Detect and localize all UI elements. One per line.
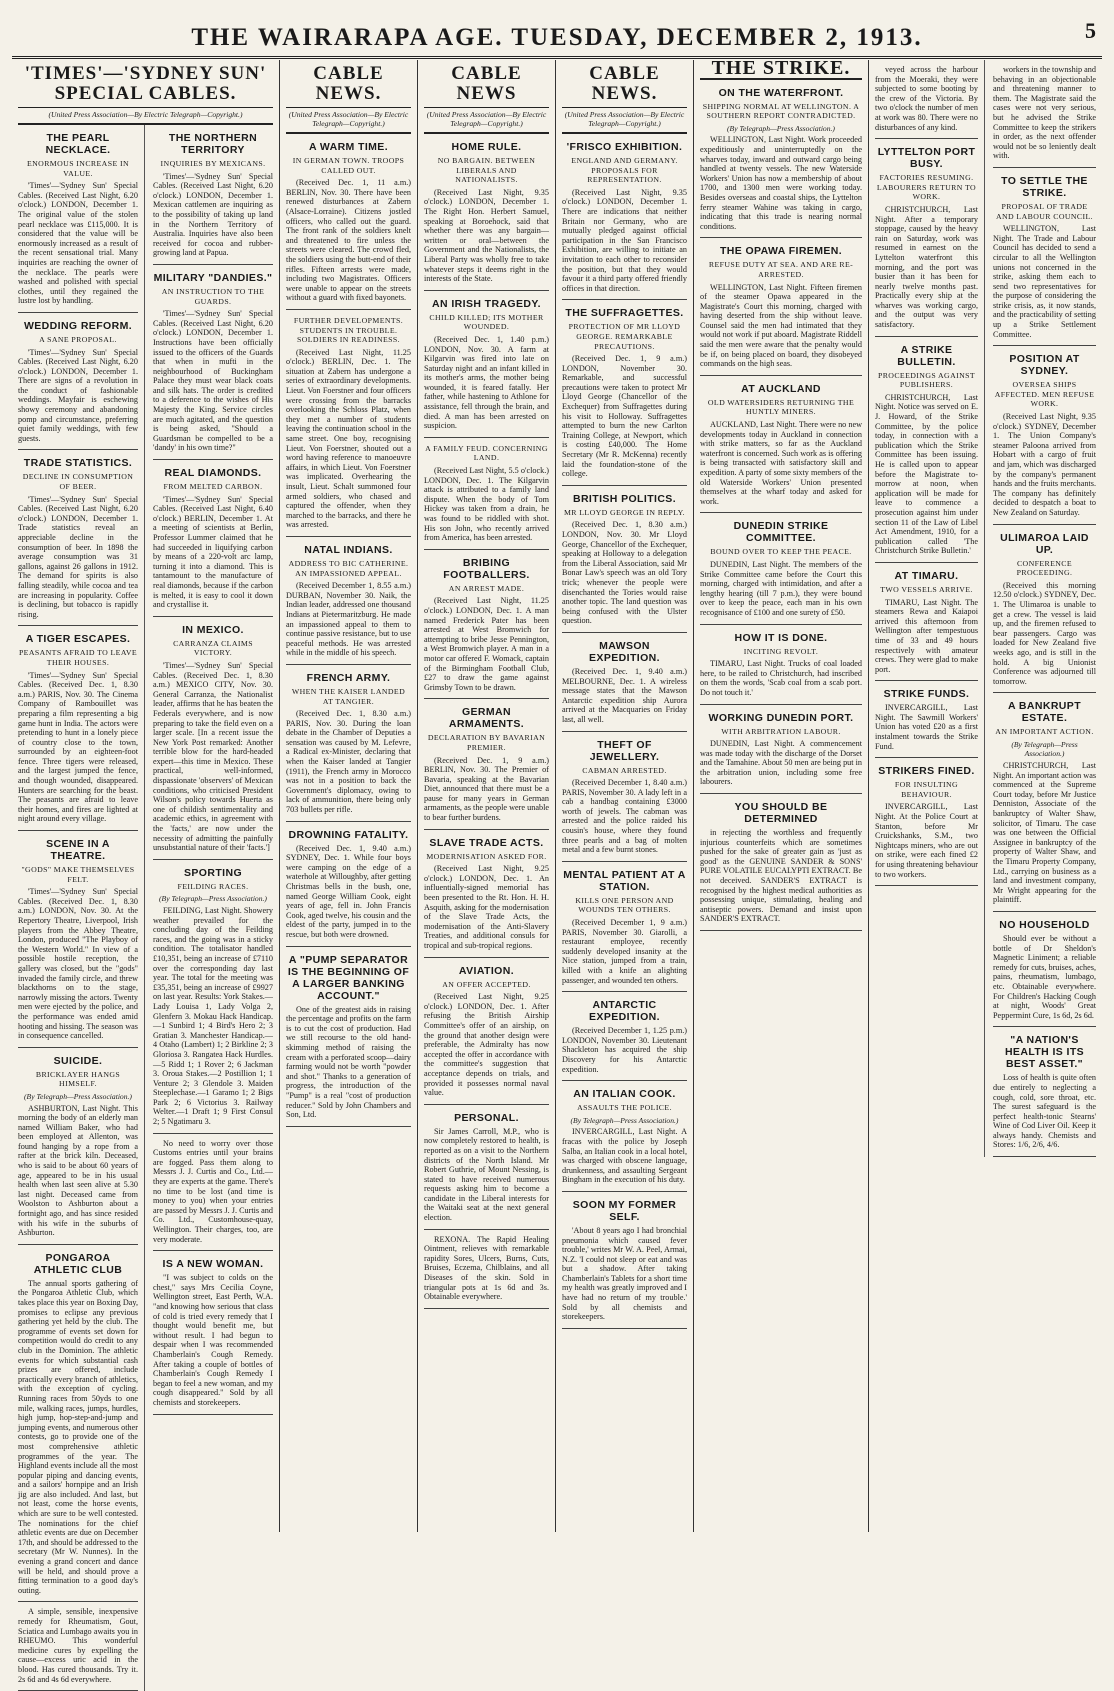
article-title: TO SETTLE THE STRIKE. (1001, 174, 1088, 199)
article (286, 665, 411, 822)
article-subtitle: KILLS ONE PERSON AND WOUNDS TEN OTHERS. (575, 895, 674, 915)
article-body: No need to worry over those Customs entries until your brains are fogged. Pass them along to Messrs J. J. Curtis and Co., Ltd.—they are experts at the game. There's no time to be lost (and time is money to you) when your entries are passed by Messrs J. J. Curtis and Co. Ltd., Customhouse-quay, Wellington. Their charges, too, are very moderate. (153, 1138, 273, 1244)
columns (12, 57, 1102, 1684)
article-body: FEILDING, Last Night. Showery weather prevailed for the concluding day of the Feilding races, and the going was in a sticky condition. The totalisator handled £10,351, being an increase of £7110 over the corresponding day last year. The total for the meeting was £35,351, being an increase of £9927 on last year. Results: York Stakes.—Lady Louisa 1, Lady Volga 2, Glenfern 3. Mokau Hack Handicap.—1 Sunbird 1; 4 Bird's Hero 2; 3 Gratian 3. Manchester Handicap.—4 Otaho (Lambert) 1; 2 Birkline 2; 3 Gloriosa 3. Rangatea Hack Hurdles.—5 Ridd 1; 1 Rover 2; 6 Jackman 3. Oroua Stakes.—2 Postillion 1; 1 Venture 2; 3 Glendole 3. Maiden Steeplechase.—1 Garamo 1; 2 Bigs Park 2; 6 Victorius 3. Railway Welter.—1 Draft 1; 9 First Consul 2; 5 Ngatimaru 3. (153, 906, 273, 1127)
article (562, 633, 687, 732)
column-3 (418, 60, 556, 1532)
article (424, 134, 549, 291)
article-title: THE PEARL NECKLACE. (45, 132, 111, 156)
article-body: Sir James Carroll, M.P., who is now completely restored to health, is reported as on a visit to the Northern districts of the North Island. Mr Robert Guthrie, of Mount Nessing, is stated to have received numerous requests asking him to become a candidate in the Liberal interests for the Waitaki seat at the next general election. (424, 1126, 549, 1223)
article-subtitle: INCITING REVOLT. (743, 646, 819, 656)
article-title: REAL DIAMONDS. (164, 467, 262, 480)
article-subtitle: MR LLOYD GEORGE IN REPLY. (563, 507, 686, 517)
article-subtitle: OLD WATERSIDERS RETURNING THE HUNTLY MINERS. (707, 397, 855, 417)
article-title: MENTAL PATIENT AT A STATION. (563, 868, 686, 893)
article (18, 1245, 138, 1603)
article-body: CHRISTCHURCH, Last Night. Notice was served on E. J. Howard, of the Strike Committee, by the police today, in connection with a publication which the Strike Committee has been issuing. He is called upon to appear before the Magistrate to-morrow at noon, when application will be made for leave to commence a prosecution against him under section 11 of the Law of Libel Act Amendment, 1910, for a publication called 'The Christchurch Strike Bulletin.' (875, 392, 978, 556)
article-body: DUNEDIN, Last Night. A commencement was made today with the discharge of the Dorset and the Tamahine. About 50 men are being put in the arbitration union, including some free labourers. (700, 739, 862, 787)
article-body: (Received Last Night, 9.35 o'clock.) SYDNEY, December 1. The Union Company's steamer Paloona arrived from Hobart with a cargo of fruit and jam, which was discharged by the company's permanent hands and the fruits merchants. The company has definitely decided to despatch a boat to New Zealand on Saturday. (993, 412, 1096, 517)
article-subtitle: MODERNISATION ASKED FOR. (426, 851, 547, 861)
article-title: THE SUFFRAGETTES. (565, 307, 684, 320)
article (562, 300, 687, 486)
article-subtitle: NO BARGAIN. BETWEEN LIBERALS AND NATIONALISTS. (437, 156, 536, 185)
article-subtitle: A FAMILY FEUD. CONCERNING LAND. (425, 443, 548, 463)
article (424, 291, 549, 438)
article-title: HOW IT IS DONE. (734, 631, 828, 644)
article (286, 822, 411, 947)
article (286, 537, 411, 665)
article (875, 563, 978, 681)
article-subtitle: ENORMOUS INCREASE IN VALUE. (26, 159, 129, 178)
article-body: (Received Last Night, 9.25 o'clock.) LONDON, Dec. 1. After refusing the British Airship Committee's offer of an airship, on the ground that another design were preferable, the Admiralty has now accepted the offer in accordance with the committee's suggestion that acceptance depends on trials, and provided it possesses normal naval value. (424, 992, 549, 1098)
article-subtitle: PROPOSAL OF TRADE AND LABOUR COUNCIL. (995, 201, 1094, 221)
article-subtitle: "GODS" MAKE THEMSELVES FELT. (21, 865, 135, 884)
article-subtitle: WHEN THE KAISER LANDED AT TANGIER. (291, 686, 406, 706)
article (562, 1192, 687, 1329)
article (562, 862, 687, 992)
article-title: ON THE WATERFRONT. (718, 86, 844, 99)
article-title: AN ITALIAN COOK. (573, 1088, 676, 1101)
article-title: WEDDING REFORM. (23, 319, 133, 332)
article-body: (Received Dec. 1, 9 a.m.) BERLIN, Nov. 30. The Premier of Bavaria, speaking at the Bavarian Diet, announced that there must be a pause for many years in German armaments, as the people were unable to bear further burdens. (424, 755, 549, 823)
article (700, 80, 862, 239)
article-title: THE NORTHERN TERRITORY (168, 132, 258, 156)
article-body: REXONA. The Rapid Healing Ointment, relieves with remarkable rapidity Sores, Ulcers, Burns, Cuts, Bruises, Eczema, Chilblains, and all Diseases of the skin. Sold in triangular pots at 1s 6d and 3s. Obtainable everywhere. (424, 1234, 549, 1302)
article (424, 550, 549, 700)
article (993, 525, 1096, 694)
article-title: NATAL INDIANS. (304, 543, 393, 556)
article (18, 450, 138, 626)
article-title: YOU SHOULD BE DETERMINED (734, 801, 828, 826)
article-body: The annual sports gathering of the Pongaroa Athletic Club, which takes place this year on Boxing Day, promises to eclipse any previous gathering yet held by the club. The programme of events set down for competition would do credit to any club in the Dominion. The athletic events for which substantial cash prizes are offered, include practically every branch of athletics, with the exception of cycling. Running races from 50yds to one mile, walking races, jumps, hurdles, high jump, hop-step-and-jump and jumping events, and numerous other contests, go to provide one of the most comprehensive athletic programmes of the year. The Highland events include all the most popular piping and dancing events, and a sailors' hornpipe and an Irish jig are also included. And last, but not least, come the horse events, which are sure to be well contested. The nominations for the chief athletic events are due on December 17th, and should be addressed to the secretary (Mr W. Nunnes). In the evening a grand concert and dance will be held, and should prove a fitting termination to a good day's outing. (18, 1278, 138, 1595)
article (562, 134, 687, 300)
article (562, 1081, 687, 1192)
column-6 (869, 60, 1102, 1532)
article (424, 958, 549, 1105)
article-body: 'Times'—'Sydney Sun' Special Cables. (Received Dec. 1, 8.30 a.m.) LONDON, Nov. 30. At the Repertory Theatre, Liverpool, Irish players from the Abbey Theatre, London, produced "The Playboy of the Western World." In view of a possible hostile reception, the gallery was closed, but the "gods" invaded the family circle, and threw blackthorns on to the stage, narrowly missing the actors. Twenty men were ejected by the police, and the performance was ended amid hooting and hissing. The season was in consequence cancelled. (18, 887, 138, 1041)
article-title: BRIBING FOOTBALLERS. (443, 556, 530, 581)
article-title: AN IRISH TRAGEDY. (432, 297, 541, 310)
article-title: ANTARCTIC EXPEDITION. (589, 999, 660, 1024)
article-title: SCENE IN A THEATRE. (46, 838, 110, 863)
article (153, 617, 273, 860)
article (875, 758, 978, 886)
article (424, 1230, 549, 1309)
article-subtitle: DECLINE IN CONSUMPTION OF BEER. (22, 472, 134, 492)
masthead (12, 6, 1102, 59)
article-body: (Received Dec. 1, 8.30 a.m.) PARIS, Nov. 30. During the loan debate in the Chamber of Deputies a sensation was caused by M. Lefevre, a Radical ex-Minister, declaring that when the Kaiser landed at Tangier (1911), the French army in Morocco was not in a position to back the Government's diplomacy, owing to lack of ammunition, there being only 703 bullets per rifle. (286, 709, 411, 815)
article-title: GERMAN ARMAMENTS. (448, 706, 525, 731)
article-title: NO HOUSEHOLD (999, 918, 1090, 931)
article-title: BRITISH POLITICS. (572, 492, 677, 505)
article (875, 139, 978, 337)
article-subtitle: REFUSE DUTY AT SEA. AND ARE RE-ARRESTED. (708, 260, 854, 279)
article-title: MILITARY "DANDIES." (153, 271, 273, 284)
article-body: CHRISTCHURCH, Last Night. After a temporary stoppage, caused by the heavy rain on Saturday, work was resumed in earnest on the Lyttelton waterfront this morning, and the port was busier than it has been for nearly twelve months past. Practically every ship at the wharves was working cargo, and the output was very satisfactory. (875, 204, 978, 330)
article-body: (Received Last Night, 9.35 o'clock.) LONDON, December 1. The Right Hon. Herbert Samuel, speaking at Boroehock, said that whether there was any bargain—written or oral—between the Government and the Nationalists, the Liberal Party was wholly free to take whatever steps it deems right in the interests of the State. (424, 187, 549, 284)
article (875, 681, 978, 758)
article-body: (Received Dec. 1, 1.40 p.m.) LONDON, Nov. 30. A farm at Kilgarvin was fired into late on Saturday night and an infant killed in its mother's arms, the mother being wounded, it is feared fatally. Her father, while hastening to Athlone for assistance, fell through the brain, and died. A man has been arrested on suspicion. (424, 334, 549, 431)
article-title: 'FRISCO EXHIBITION. (566, 141, 683, 153)
article-subtitle: CHILD KILLED; ITS MOTHER WOUNDED. (429, 312, 544, 332)
article (153, 460, 273, 617)
article (286, 947, 411, 1127)
article (993, 60, 1096, 168)
article-body: DUNEDIN, Last Night. The members of the Strike Committee came before the Court this morning, charged with intimidation, and after a lengthy hearing (till 7 p.m.), they were bound over to keep the peace, each man in his own recognisance of £100 and one surety of £50. (700, 559, 862, 617)
article-title: HOME RULE. (451, 141, 522, 153)
article-body: (Received December 1, 1.25 p.m.) LONDON, November 30. Lieutenant Shackleton has acquired the ship Discovery for his Antarctic expedition. (562, 1026, 687, 1074)
article-body: ASHBURTON, Last Night. This morning the body of an elderly man named William Baker, who had been employed at Allenton, was found hanging by a rope from a rafter at the brick kiln. Deceased, who is said to be about 60 years of age, appeared to be in his usual health when last seen alive at 5.30 last night. Deceased came from Woolston to Ashburton about a fortnight ago, and has since resided with his wife in the suburbs of Ashburton. (18, 1103, 138, 1238)
article (993, 168, 1096, 346)
article-subtitle: PROCEEDINGS AGAINST PUBLISHERS. (877, 370, 976, 390)
article (18, 831, 138, 1048)
article-subtitle: WITH ARBITRATION LABOUR. (721, 726, 841, 736)
article-title: THE OPAWA FIREMEN. (719, 245, 843, 258)
article-title: "A NATION'S HEALTH IS ITS BEST ASSET." (1004, 1034, 1085, 1071)
article (700, 705, 862, 795)
article-title: MAWSON EXPEDITION. (589, 639, 660, 664)
column-2-heading: CABLE NEWS. (286, 60, 411, 108)
article-body: Loss of health is quite often due entirely to neglecting a cough, cold, sore throat, etc. The surest safeguard is the perfect health-tonic Stearns' Wine of Cod Liver Oil. Keep it always handy. Chemists and Stores: 1/6, 2/6, 4/6. (993, 1073, 1096, 1150)
article-body: 'Times'—'Sydney Sun' Special Cables. (Received Last Night, 6.20 o'clock.) LONDON, December 1. Trade statistics reveal an appreciable decline in the consumption of beer. In 1898 the average consumption was 31 gallons, against 26 gallons in 1912. The demand for spirits is also falling steadily, while cocoa and tea are increasing in popularity. Coffee is declining, but tobacco is rapidly rising. (18, 494, 138, 619)
article-title: THEFT OF JEWELLERY. (589, 738, 660, 763)
article-body: veyed across the harbour from the Moeraki, they were subjected to some booting by the crew of the Victoria. By two o'clock the number of men at work was 80. There were no disturbances of any kind. (875, 65, 978, 132)
article-body: INVERCARGILL, Last Night. The Sawmill Workers' Union has voted £20 as a first instalment towards the Strike Fund. (875, 703, 978, 751)
article-title: POSITION AT SYDNEY. (1009, 353, 1080, 378)
article-subtitle: ASSAULTS THE POLICE. (577, 1103, 672, 1113)
article-subtitle: FURTHER DEVELOPMENTS. STUDENTS IN TROUBLE. SOLDIERS IN READINESS. (293, 315, 404, 345)
article (18, 313, 138, 451)
article (424, 1105, 549, 1230)
article-title: STRIKE FUNDS. (883, 688, 970, 701)
article-title: IS A NEW WOMAN. (162, 1258, 264, 1271)
column-4-articles (562, 134, 687, 1329)
article-subtitle: AN INSTRUCTION TO THE GUARDS. (161, 286, 265, 306)
article-credit: (By Telegraph—Press Association.) (727, 123, 835, 133)
column-2 (280, 60, 418, 1532)
article (993, 1027, 1096, 1157)
article-body: WELLINGTON, Last Night. The Trade and Labour Council has decided to send a circular to all the Wellington unions not concerned in the strike, asking them each to send two representatives for the purpose of considering the strike crisis, as, it now stands, and the practicability of setting up a Strike Settlement Committee. (993, 224, 1096, 339)
column-5 (694, 57, 869, 1532)
article-body: (Received Dec. 1, 9.40 a.m.) MELBOURNE, Dec. 1. A wireless message states that the Mawson Antarctic expedition ship Aurora arrived at the Macquaries on Friday last, all well. (562, 666, 687, 724)
column-3-credit: (United Press Association—By Electric Telegraph—Copyright.) (424, 108, 549, 134)
article-body: TIMARU, Last Night. Trucks of coal loaded here, to be railed to Christchurch, had inscribed on them the words, 'Scab coal from a scab port. Do not touch it.' (700, 659, 862, 697)
article-title: A TIGER ESCAPES. (25, 633, 131, 646)
article-title: DROWNING FATALITY. (288, 828, 409, 841)
article-subtitle: AN IMPORTANT ACTION. (995, 727, 1094, 737)
article (993, 912, 1096, 1027)
article-title: SLAVE TRADE ACTS. (429, 836, 544, 849)
article-body: CHRISTCHURCH, Last Night. An important action was commenced at the Supreme Court today, before Mr Justice Denniston, Associate of the bankruptcy of Walter Shaw, solicitor, of Timaru. The case was one between the Official Assignee in bankruptcy of the property of Walter Shaw, and the Timaru Property Company, Ltd., carrying on business as a land and investment company, Mr Wright appearing for the plaintiff. (993, 761, 1097, 905)
article-title: ULIMAROA LAID UP. (1000, 531, 1089, 556)
article-subtitle: FROM MELTED CARBON. (163, 482, 263, 492)
article (700, 238, 862, 376)
column-2-credit: (United Press Association—By Electric Telegraph—Copyright.) (286, 108, 411, 134)
article-title: A STRIKE BULLETIN. (897, 343, 956, 368)
article-subtitle: AN ARREST MADE. (448, 583, 525, 593)
column-5-articles (700, 80, 862, 931)
article-body: INVERCARGILL, Last Night. At the Police Court at Stanton, before Mr Cruickshanks, S.M., two Nightcaps miners, who are out on strike, were each fined £2 for using threatening behaviour to two workers. (875, 802, 978, 879)
article (153, 1134, 273, 1252)
column-1-heading: 'TIMES'—'SYDNEY SUN' SPECIAL CABLES. (18, 60, 273, 108)
article-body: (Received December 1, 9 a.m.) PARIS, November 30. Giarolli, a restaurant employee, recently suddenly developed insanity at the Nice station, jumped from a train, killed with a knife an alighting passenger, and wounded ten others. (562, 918, 687, 985)
article (153, 125, 273, 265)
article-title: AT TIMARU. (894, 569, 959, 582)
article-title: TRADE STATISTICS. (23, 457, 133, 470)
article (993, 346, 1096, 524)
column-2-articles (286, 134, 411, 1127)
column-1b (153, 125, 273, 1691)
article (700, 794, 862, 931)
article-body: (Received Last Night, 9.35 o'clock.) LONDON, December 1. There are indications that neither Britain nor Germany, who are mutually pledged against official participation in the San Francisco Exhibition, are willing to initiate an invitation to each other to reconsider the position, but that they would favour it a third party offered friendly offices in that direction. (562, 187, 687, 293)
article (286, 310, 411, 537)
article-subtitle: FOR INSULTING BEHAVIOUR. (894, 780, 959, 799)
article-title: SUICIDE. (53, 1054, 103, 1067)
article-subtitle: IN GERMAN TOWN. TROOPS CALLED OUT. (292, 156, 405, 175)
article (18, 1602, 138, 1691)
column-1-split (18, 125, 273, 1691)
article-subtitle: DECLARATION BY BAVARIAN PREMIER. (427, 733, 546, 752)
column-3-articles (424, 134, 549, 1309)
article-subtitle: FEILDING RACES. (177, 881, 249, 891)
column-1-credit: (United Press Association—By Electric Telegraph—Copyright.) (18, 108, 273, 125)
article-body: "I was subject to colds on the chest," says Mrs Cecilia Coyne, Wellington street, East Perth, W.A. "and knowing how serious that class of cold is tried every remedy that I thought would benefit me, but without result. I had begun to despair when I was recommended Chamberlain's Cough Remedy. After taking a couple of bottles of Chamberlain's Cough Remedy I began to feel a new woman, and my cough disappeared." Sold by all chemists and storekeepers. (153, 1273, 273, 1407)
article-credit: (By Telegraph—Press Association.) (159, 894, 267, 904)
article-body: (Received Dec. 1, 11 a.m.) BERLIN, Nov. 30. There have been renewed disturbances at Zabern (Alsace-Lorraine). Citizens jostled officers, who called out the guard. The front rank of the soldiers knelt and threatened to fire unless the streets were cleared. The crowd fled, the soldiers using the butt-end of their rifles. Fifteen arrests were made, including two Magistrates. Officers were unable to appear on the streets without a guard with fixed bayonets. (286, 178, 411, 303)
article (286, 134, 411, 310)
article-subtitle: CARRANZA CLAIMS VICTORY. (173, 638, 253, 658)
article-credit: (By Telegraph—Press Association.) (570, 1115, 679, 1125)
column-6-split (875, 60, 1096, 1157)
article-subtitle: CABMAN ARRESTED. (582, 765, 667, 775)
article-body: (Received Last Night, 11.25 o'clock.) LONDON, Dec. 1. A man named Frederick Pater has been arrested at West Bromwich for attempting to bribe Jesse Pennington, a West Bromwich player. A man in a motor car offered F. Womack, captain of the Birmingham Football Club, £27 to draw the game against Grimsby Town to be drawn. (424, 596, 549, 692)
article-title: SPORTING (183, 866, 243, 879)
article-title: DUNEDIN STRIKE COMMITTEE. (733, 520, 829, 545)
article-body: One of the greatest aids in raising the percentage and profits on the farm is to cut the cost of production. Had we still recourse to the old hand-skimming method of raising the cream with a perforated scoop—dairy farming would not be worth "powder and shot." Thanks to a generation of progress, the introduction of the "Pump" is a real "cost of production reducer." Sold by John Chambers and Son, Ltd. (286, 1004, 411, 1120)
article-body: (Received Last Night, 5.5 o'clock.) LONDON, Dec. 1. The Kilgarvin attack is attributed to a family land dispute. When the body of Tom Hickey was taken from a drain, he was found to be riddled with shot. His son John, who recently arrived from America, has been arrested. (424, 466, 549, 543)
column-4-credit: (United Press Association—By Electric Telegraph—Copyright.) (562, 108, 687, 134)
article-body: TIMARU, Last Night. The steamers Rewa and Kaiapoi arrived this afternoon from Wellington after tempestuous time of 33 and 49 hours respectively with amateur crews. They were glad to make port. (875, 597, 978, 674)
article-title: PERSONAL. (454, 1111, 519, 1124)
article-title: A WARM TIME. (308, 141, 389, 153)
article-title: LYTTELTON PORT BUSY. (877, 146, 976, 171)
column-1a (18, 125, 145, 1691)
article-title: IN MEXICO. (182, 623, 244, 636)
article-title: AT AUCKLAND (741, 382, 821, 395)
strike-heading: THE STRIKE. (700, 60, 862, 80)
article-body: (Received Last Night, 11.25 o'clock.) BERLIN, Dec. 1. The situation at Zabern has undergone a series of extraordinary developments. Lieut. Von Foerstner and four officers were crossing from the barracks overlooking the Schloss Platz, when they met a number of students leaving the continuation school in the same street. One boy, recognising Lieut. Von Foerstner, shouted out a word having reference to manoeuvre affairs, in which Lieut. Von Foerstner was implicated. Overhearing the insult, Lieut. Schalt summoned four armed soldiers, who chased and captured the offender, when they marched to the barracks, and there he was arrested. (286, 347, 411, 530)
article (562, 732, 687, 862)
article-body: (Received this morning 12.50 o'clock.) SYDNEY, Dec. 1. The Ulimaroa is unable to get a crew. The vessel is laid up, and the firemen refused to bear passengers. Cargo was loaded for New Zealand five weeks ago, and is still in the hold. A big Unionist Conference was adjourned till tomorrow. (993, 580, 1096, 686)
article (153, 1251, 273, 1414)
article-body: 'Times'—'Sydney Sun' Special Cables. (Received Last Night, 6.40 o'clock.) BERLIN, December 1. At a meeting of scientists at Berlin, Professor Lummer claimed that he had succeeded in liquifying carbon by means of a 220-volt arc lamp, turning it into a diamond. This is tantamount to the manufacture of real diamonds, because if the carbon is melted, it is easy to cool it down and crystallise it. (153, 494, 273, 610)
article-body: (Received Last Night, 9.25 o'clock.) LONDON, Dec. 1. An influentially-signed memorial has been presented to the Rt. Hon. H. H. Asquith, asking for the modernisation of the Slave Trade Acts, the modernisation of the Anti-Slavery Treaties, and additional consuls for tropical and sub-tropical regions. (424, 864, 549, 950)
column-6a (875, 60, 985, 1157)
article-body: 'About 8 years ago I had bronchial pneumonia which caused fever trouble,' writes Mr W. A. Peel, Armai, N.Z. 'I could not sleep or eat and was but a shadow. After taking Chamberlain's Tablets for a short time my health was greatly improved and I have had no return of my trouble.' Sold by all chemists and storekeepers. (562, 1225, 687, 1322)
column-4-heading: CABLE NEWS. (562, 60, 687, 108)
article (700, 513, 862, 624)
article-body: Should ever be without a bottle of Dr Sheldon's Magnetic Liniment; a reliable remedy for cuts, bruises, aches, pains, rheumatism, lumbago, etc. Obtainable everywhere. For Children's Hacking Cough at night, Woods' Great Peppermint Cure, 1s 6d, 2s 6d. (993, 933, 1096, 1020)
article-title: A BANKRUPT ESTATE. (1007, 700, 1082, 725)
article-subtitle: AN OFFER ACCEPTED. (442, 979, 531, 989)
column-6b (993, 60, 1096, 1157)
column-4 (556, 60, 694, 1532)
page-number: 5 (1085, 18, 1096, 43)
article-subtitle: TWO VESSELS ARRIVE. (880, 584, 973, 594)
article-body: (Received Dec. 1, 9 a.m.) LONDON, November 30. Remarkable, and successful precautions were taken to protect Mr Lloyd George (Chancellor of the Exchequer) from Suffragettes during his visit to Holloway. Suffragettes attempted to burn the new Carlton Training College, at Newport, which is costing £40,000. The Home Secretary (Mr R. McKenna) recently laid the foundation-stone of the college. (562, 354, 687, 479)
article-subtitle: SHIPPING NORMAL AT WELLINGTON. A SOUTHERN REPORT CONTRADICTED. (702, 101, 860, 121)
article-subtitle: CONFERENCE PROCEEDING. (1016, 558, 1073, 578)
article-body: 'Times'—'Sydney Sun' Special Cables. (Received Last Night, 6.20 o'clock.) LONDON, December 1. There are signs of a revolution in the conduct of fashionable weddings. Mayfair is eschewing showy ceremony and abandoning pomp and circumstance, preferring quiet family weddings, with few guests. (18, 347, 138, 443)
article-credit: (By Telegraph—Press Association.) (1011, 739, 1078, 759)
article-body: (Received Dec. 1, 9.40 a.m.) SYDNEY, Dec. 1. While four boys were camping on the edge of a waterhole at Willoughby, after getting Christmas bells in the bush, one, named George William Cook, eight years of age, fell in. John Francis Cook, aged twelve, his cousin and the eldest of the party, jumped in to the rescue, but both were drowned. (286, 843, 411, 939)
article-body: WELLINGTON, Last Night. Work proceeded expeditiously and uninterruptedly on the wharves today, inward and outward cargo being handled at twenty vessels. The new Waterside Workers' Union has now a membership of about 1700, and 1300 men were working today. Besides overseas and coastal ships, the Lyttelton ferry steamer Wahine was taking in cargo, indicating that this trade is nearing normal conditions. (700, 135, 862, 231)
article (18, 626, 138, 831)
article (18, 125, 138, 313)
article-body: 'Times'—'Sydney Sun' Special Cables. (Received Last Night, 6.20 o'clock.) LONDON, December 1. The original value of the stolen pearl necklace was £115,000. It is considered that the value will be enormously increased as a result of the recent sensational trial. Many inquiries are reaching the owner of the necklace. The pearls were washed and polished with special clothes, until they regained the lustre lost by handling. (18, 181, 138, 306)
article (993, 693, 1096, 912)
article-body: (Received December 1, 8.40 a.m.) PARIS, November 30. A lady left in a cab a handbag containing £3000 worth of jewels. The cabman was arrested and the police raided his cousin's house, where they found three pearls and a bag of molten metal and a few burnt stones. (562, 778, 687, 855)
article-subtitle: ENGLAND AND GERMANY. PROPOSALS FOR REPRESENTATION. (571, 156, 678, 185)
column-1 (12, 60, 280, 1684)
article-subtitle: INQUIRIES BY MEXICANS. (160, 159, 266, 168)
article (562, 992, 687, 1081)
article-body: 'Times'—'Sydney Sun' Special Cables. (Received Dec. 1, 8.30 a.m.) PARIS, Nov. 30. The Cinema Company of Rambouillet was preparing a film representing a big game hunt in India. The actors were pretending to hunt in a lonely piece of country close to the town, surrounded by an eighteen-foot fence. Three tigers were released, and the largest jumped the fence, and though wounded, disappeared. Hunters are searching for the beast. The peasants are afraid to leave their homes, and fires are lighted at night around every village. (18, 670, 138, 824)
article-title: FRENCH ARMY. (306, 671, 391, 684)
article-subtitle: PROTECTION OF MR LLOYD GEORGE. REMARKABLE PRECAUTIONS. (568, 322, 681, 351)
article-title: A "PUMP SEPARATOR IS THE BEGINNING OF A LARGER BANKING ACCOUNT." (287, 953, 410, 1002)
article-title: PONGAROA ATHLETIC CLUB (33, 1251, 123, 1276)
article-title: AVIATION. (458, 964, 515, 977)
article-body: (Received December 1, 8.55 a.m.) DURBAN, November 30. Naik, the Indian leader, addressed one thousand Indians at Pietermaritzburg. He made an impassioned appeal to them to continue passive resistance, but to use peaceful methods. He was arrested while in the middle of his speech. (286, 581, 411, 658)
article-body: AUCKLAND, Last Night. There were no new developments today in Auckland in connection with strike matters, so far as the Auckland waterfront is concerned. Such work as is offering is being transacted with satisfactory skill and expedition. A party of some sixty members of the old Waterside Workers' Union presented themselves at the wharf today and asked for work. (700, 420, 862, 506)
article-body: 'Times'—'Sydney Sun' Special Cables. (Received Dec. 1, 8.30 a.m.) MEXICO CITY, Nov. 30. General Carranza, the Nationalist leader, affirms that he has beaten the Federals everywhere, and is now preparing to take the field even on a larger scale. [In a recent issue the New York Post remarked: Another terrible blow for the hard-headed expert—this time in Mexico. These practical, well-informed, dispassionate 'observers' of Mexican conditions, who criticised President Wilson's policy towards Huerta as one of childish sentimentality and academic ethics, in agreement with the 'facts,' are now under the necessity of admitting the painfully unsubstantial nature of their 'facts.'] (153, 660, 273, 853)
newspaper-title: THE WAIRARAPA AGE. TUESDAY, DECEMBER 2, 1913. (191, 24, 923, 51)
article-subtitle: ADDRESS TO BIC CATHERINE. AN IMPASSIONED APPEAL. (288, 558, 409, 578)
article-title: SOON MY FORMER SELF. (572, 1198, 677, 1223)
article-body: (Received Dec. 1, 8.30 a.m.) LONDON, Nov. 30. Mr Lloyd George, Chancellor of the Exchequer, speaking at Holloway to a delegation from the Liberal Association, said Mr Bonar Law's speech was an old Tory trick; whenever the people were disenchanted the Tories would raise another topic. The land question was being confused with the Ulster question. (562, 520, 687, 626)
article (700, 625, 862, 705)
article-subtitle: PEASANTS AFRAID TO LEAVE THEIR HOUSES. (18, 648, 138, 667)
article (424, 699, 549, 829)
article-body: A simple, sensible, inexpensive remedy for Rheumatism, Gout, Sciatica and Lumbago awaits you in RHEUMO. This wonderful medicine cures by expelling the cause—excess uric acid in the blood. Has cured thousands. Try it. 2s 6d and 4s 6d everywhere. (18, 1607, 138, 1684)
article-body: in rejecting the worthless and frequently injurious counterfeits which are sometimes pushed for the sake of greater gain as 'just as good' as the GENUINE SANDER & SONS' PURE VOLATILE EUCALYPTI EXTRACT. Be not deceived. SANDER'S EXTRACT is recognised by the highest medical authorities as possessing unique, stimulating, healing and antiseptic powers. Demand and insist upon SANDER'S EXTRACT. (700, 828, 862, 924)
article-subtitle: BOUND OVER TO KEEP THE PEACE. (710, 547, 852, 557)
article-title: STRIKERS FINED. (878, 765, 975, 778)
article-body: 'Times'—'Sydney Sun' Special Cables. (Received Last Night, 6.20 o'clock.) LONDON, December 1. Mexican cattlemen are inquiring as to the possibility of taking up land in the Northern Territory of Australia. Inquiries have also been received for cocoa and rubber-growing land at Papua. (153, 171, 273, 258)
article (18, 1048, 138, 1245)
article (424, 438, 549, 550)
article-body: INVERCARGILL, Last Night. A fracas with the police by Joseph Salba, an Italian cook in a local hotel, was charged with obscene language, drunkenness, and assaulting Sergeant Bingham in the execution of his duty. (562, 1127, 687, 1185)
article-subtitle: OVERSEA SHIPS AFFECTED. MEN REFUSE WORK. (994, 380, 1095, 409)
article-title: WORKING DUNEDIN PORT. (708, 711, 854, 724)
article-subtitle: BRICKLAYER HANGS HIMSELF. (35, 1069, 121, 1089)
article (562, 486, 687, 633)
article (875, 337, 978, 563)
article-subtitle: A SANE PROPOSAL. (39, 334, 117, 344)
article-body: 'Times'—'Sydney Sun' Special Cables. (Received Last Night, 6.20 o'clock.) LONDON, December 1. Instructions have been officially issued to the officers of the Guards that when in mufti in the neighbourhood of Buckingham Palace they must wear black coats and silk hats. The order is credited to a deference to the wishes of His Majesty the King. Service circles are much agitated, and the question is being asked, "Should a Guardsman be compelled to be a 'dandy' in his own time?" (153, 309, 273, 453)
article-credit: (By Telegraph—Press Association.) (24, 1091, 132, 1101)
article (875, 60, 978, 139)
article (153, 265, 273, 460)
column-3-heading: CABLE NEWS (424, 60, 549, 108)
article-subtitle: FACTORIES RESUMING. LABOURERS RETURN TO WORK. (876, 173, 977, 202)
article (700, 376, 862, 514)
article-body: workers in the township and behaving in an objectionable and threatening manner to them. The Magistrate said the cases were not very serious, but he advised the Strike Committee to keep the strikers in order, as the next offender would not be so leniently dealt with. (993, 65, 1096, 161)
article (424, 830, 549, 958)
article-body: WELLINGTON, Last Night. Fifteen firemen of the steamer Opawa appeared in the Magistrate's Court this morning, charged with having deserted from the ship without leave. Counsel said the men had intimated that they would not work if put aboard. Magistrate Riddell said the men were aware that the penalty would be if, on being placed on board, they disobeyed commands on the high seas. (700, 282, 862, 369)
article (153, 860, 273, 1134)
